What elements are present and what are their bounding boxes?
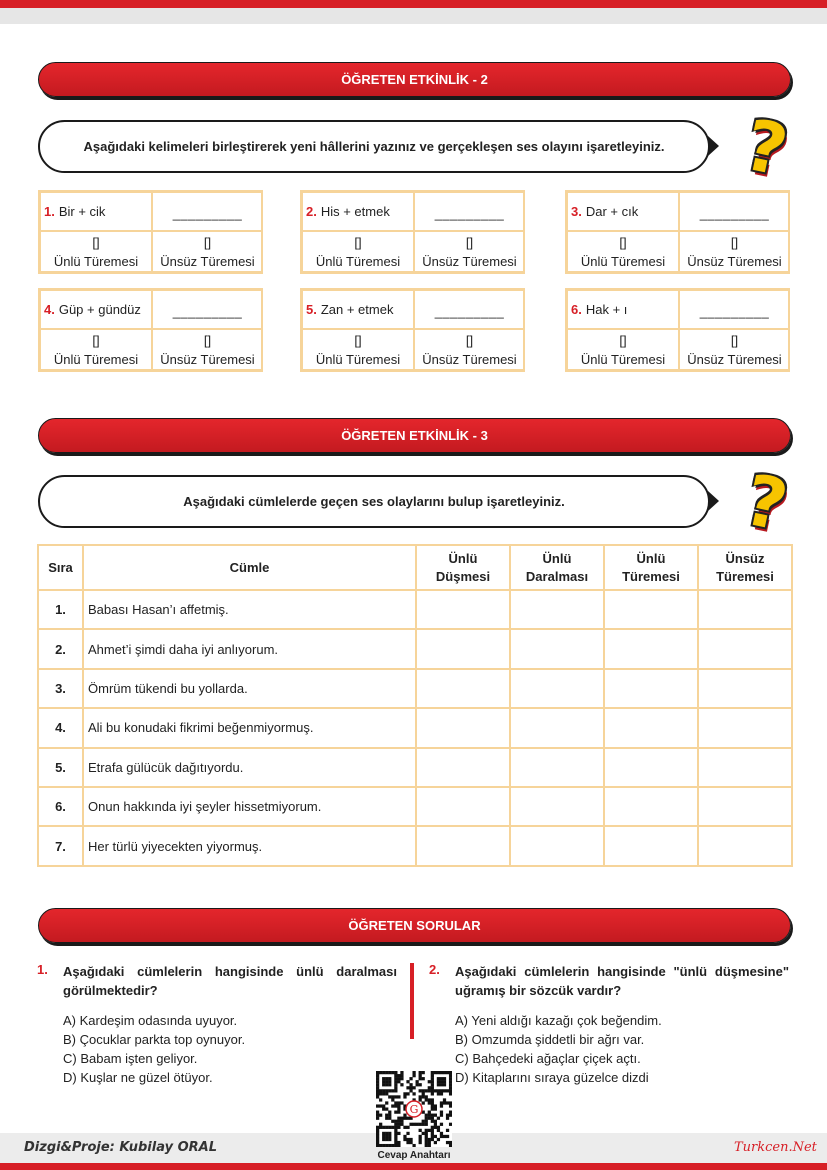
option-unlu-turemesi[interactable] <box>302 231 414 272</box>
option-label: Ünsüz Türemesi <box>422 351 517 367</box>
item-number: 3. <box>571 204 582 219</box>
checkbox[interactable]: [] <box>465 332 474 348</box>
option-label: Ünlü Türemesi <box>580 253 666 269</box>
bubble-arrow-icon <box>708 491 719 511</box>
mark-cell-unlu-dusmesi[interactable] <box>416 590 510 629</box>
checkbox[interactable]: [] <box>619 332 627 348</box>
row-sentence: Etrafa gülücük dağıtıyordu. <box>83 748 416 787</box>
question-number: 2. <box>429 962 440 977</box>
checkbox[interactable]: [] <box>354 234 362 250</box>
item-number: 2. <box>306 204 317 219</box>
word-expression: Zan + etmek <box>320 302 394 317</box>
question-1 <box>37 962 397 1087</box>
row-number: 4. <box>38 708 83 747</box>
option-unsuz-turemesi[interactable] <box>414 231 525 272</box>
word-box <box>565 190 790 274</box>
word-box <box>38 288 263 372</box>
option-unlu-turemesi[interactable] <box>567 329 679 370</box>
word-expression: Güp + gündüz <box>58 302 141 317</box>
mark-cell-unsuz-turemesi[interactable] <box>698 708 792 747</box>
option-d[interactable]: D) Kitaplarını sıraya güzelce dizdi <box>455 1070 649 1085</box>
mark-cell-unlu-turemesi[interactable] <box>604 590 698 629</box>
sorular-banner <box>38 908 791 943</box>
section3-instruction: Aşağıdaki cümlelerde geçen ses olaylarını bulup işaretleyiniz. <box>183 494 565 509</box>
header-unlu-dusmesi: Ünlü Düşmesi <box>416 545 510 590</box>
answer-blank[interactable]: _________ <box>414 192 525 231</box>
word-box <box>38 190 263 274</box>
word-expression: Dar + cık <box>585 204 639 219</box>
table-row <box>38 826 792 865</box>
mark-cell-unlu-daralmasi[interactable] <box>510 787 604 826</box>
option-a[interactable]: A) Kardeşim odasında uyuyor. <box>63 1013 238 1028</box>
row-sentence: Onun hakkında iyi şeyler hissetmiyorum. <box>83 787 416 826</box>
mark-cell-unsuz-turemesi[interactable] <box>698 748 792 787</box>
mark-cell-unlu-daralmasi[interactable] <box>510 826 604 865</box>
mark-cell-unsuz-turemesi[interactable] <box>698 669 792 708</box>
word-cell <box>567 290 679 329</box>
option-a[interactable]: A) Yeni aldığı kazağı çok beğendim. <box>455 1013 662 1028</box>
sound-events-table <box>37 544 793 867</box>
option-label: Ünlü Türemesi <box>580 351 666 367</box>
section3-title: ÖĞRETEN ETKİNLİK - 3 <box>341 428 488 443</box>
mark-cell-unlu-turemesi[interactable] <box>604 669 698 708</box>
mark-cell-unlu-turemesi[interactable] <box>604 748 698 787</box>
checkbox[interactable]: [] <box>354 332 362 348</box>
mark-cell-unlu-daralmasi[interactable] <box>510 629 604 668</box>
checkbox[interactable]: [] <box>619 234 627 250</box>
row-number: 7. <box>38 826 83 865</box>
item-number: 5. <box>306 302 317 317</box>
section2-instruction-bubble <box>38 120 710 173</box>
word-expression: Hak + ı <box>585 302 628 317</box>
row-number: 3. <box>38 669 83 708</box>
answer-blank[interactable]: _________ <box>679 192 790 231</box>
footer-accent-bar <box>0 1163 827 1170</box>
mark-cell-unlu-dusmesi[interactable] <box>416 826 510 865</box>
checkbox[interactable]: [] <box>730 332 739 348</box>
answer-options <box>429 1011 789 1087</box>
answer-blank[interactable]: _________ <box>679 290 790 329</box>
checkbox[interactable]: [] <box>465 234 474 250</box>
word-expression: Bir + cik <box>58 204 106 219</box>
question-text: Aşağıdaki cümlelerin hangisinde ünlü daralması görülmektedir? <box>63 964 397 998</box>
header-unlu-turemesi: Ünlü Türemesi <box>604 545 698 590</box>
word-box <box>565 288 790 372</box>
qr-center-logo: G <box>409 1103 419 1116</box>
mark-cell-unsuz-turemesi[interactable] <box>698 826 792 865</box>
footer-site-logo[interactable]: Turkcen.Net <box>734 1140 817 1155</box>
header-unsuz-turemesi: Ünsüz Türemesi <box>698 545 792 590</box>
row-number: 5. <box>38 748 83 787</box>
checkbox[interactable]: [] <box>730 234 739 250</box>
option-unlu-turemesi[interactable] <box>567 231 679 272</box>
mark-cell-unlu-dusmesi[interactable] <box>416 629 510 668</box>
question-mark-icon: ? <box>737 458 795 548</box>
mark-cell-unsuz-turemesi[interactable] <box>698 590 792 629</box>
mark-cell-unsuz-turemesi[interactable] <box>698 629 792 668</box>
section3-banner <box>38 418 791 453</box>
answer-options <box>37 1011 397 1087</box>
checkbox[interactable]: [] <box>203 234 212 250</box>
table-row <box>38 590 792 629</box>
option-c[interactable]: C) Babam işten geliyor. <box>63 1051 198 1066</box>
checkbox[interactable]: [] <box>92 332 100 348</box>
option-label: Ünlü Türemesi <box>53 351 139 367</box>
top-grey-band <box>0 8 827 24</box>
option-label: Ünsüz Türemesi <box>687 253 782 269</box>
mark-cell-unlu-dusmesi[interactable] <box>416 708 510 747</box>
option-b[interactable]: B) Omzumda şiddetli bir ağrı var. <box>455 1032 645 1047</box>
table-row <box>38 669 792 708</box>
header-sira: Sıra <box>38 545 83 590</box>
mark-cell-unlu-daralmasi[interactable] <box>510 748 604 787</box>
question-2 <box>429 962 789 1087</box>
option-unsuz-turemesi[interactable] <box>152 231 263 272</box>
header-cumle: Cümle <box>83 545 416 590</box>
item-number: 6. <box>571 302 582 317</box>
word-box <box>300 190 525 274</box>
option-unlu-turemesi[interactable] <box>302 329 414 370</box>
header-unlu-daralmasi: Ünlü Daralması <box>510 545 604 590</box>
word-cell <box>302 290 414 329</box>
section3-instruction-bubble <box>38 475 710 528</box>
row-number: 2. <box>38 629 83 668</box>
row-number: 6. <box>38 787 83 826</box>
table-row <box>38 708 792 747</box>
item-number: 4. <box>44 302 55 317</box>
option-unsuz-turemesi[interactable] <box>679 329 790 370</box>
question-divider <box>410 963 414 1039</box>
row-sentence: Babası Hasan’ı affetmiş. <box>83 590 416 629</box>
row-number: 1. <box>38 590 83 629</box>
option-label: Ünsüz Türemesi <box>160 351 255 367</box>
question-text: Aşağıdaki cümlelerin hangisinde "ünlü düşmesine" uğramış bir sözcük vardır? <box>455 964 789 998</box>
answer-blank[interactable]: _________ <box>152 290 263 329</box>
qr-label: Cevap Anahtarı <box>377 1150 451 1161</box>
answer-blank[interactable]: _________ <box>414 290 525 329</box>
question-number: 1. <box>37 962 48 977</box>
row-sentence: Her türlü yiyecekten yiyormuş. <box>83 826 416 865</box>
section2-instruction: Aşağıdaki kelimeleri birleştirerek yeni hâllerini yazınız ve gerçekleşen ses olayını işaretleyiniz. <box>83 139 665 154</box>
section2-title: ÖĞRETEN ETKİNLİK - 2 <box>341 72 488 87</box>
word-cell <box>302 192 414 231</box>
item-number: 1. <box>44 204 55 219</box>
mark-cell-unlu-daralmasi[interactable] <box>510 708 604 747</box>
mark-cell-unlu-daralmasi[interactable] <box>510 669 604 708</box>
mark-cell-unlu-turemesi[interactable] <box>604 826 698 865</box>
answer-blank[interactable]: _________ <box>152 192 263 231</box>
option-unlu-turemesi[interactable] <box>40 231 152 272</box>
row-sentence: Ahmet’i şimdi daha iyi anlıyorum. <box>83 629 416 668</box>
option-unsuz-turemesi[interactable] <box>414 329 525 370</box>
mark-cell-unsuz-turemesi[interactable] <box>698 787 792 826</box>
sorular-title: ÖĞRETEN SORULAR <box>348 918 481 933</box>
word-cell <box>40 290 152 329</box>
option-c[interactable]: C) Bahçedeki ağaçlar çiçek açtı. <box>455 1051 641 1066</box>
option-unsuz-turemesi[interactable] <box>679 231 790 272</box>
row-sentence: Ali bu konudaki fikrimi beğenmiyormuş. <box>83 708 416 747</box>
option-d[interactable]: D) Kuşlar ne güzel ötüyor. <box>63 1070 213 1085</box>
question-mark-icon: ? <box>737 103 795 193</box>
mark-cell-unlu-turemesi[interactable] <box>604 787 698 826</box>
qr-code-icon[interactable] <box>376 1071 452 1147</box>
bubble-arrow-icon <box>708 136 719 156</box>
mark-cell-unlu-turemesi[interactable] <box>604 708 698 747</box>
mark-cell-unlu-dusmesi[interactable] <box>416 748 510 787</box>
table-row <box>38 748 792 787</box>
row-sentence: Ömrüm tükendi bu yollarda. <box>83 669 416 708</box>
option-label: Ünlü Türemesi <box>315 351 401 367</box>
option-label: Ünsüz Türemesi <box>687 351 782 367</box>
option-label: Ünsüz Türemesi <box>422 253 517 269</box>
word-cell <box>567 192 679 231</box>
table-row <box>38 787 792 826</box>
mark-cell-unlu-dusmesi[interactable] <box>416 669 510 708</box>
mark-cell-unlu-daralmasi[interactable] <box>510 590 604 629</box>
checkbox[interactable]: [] <box>203 332 212 348</box>
option-unsuz-turemesi[interactable] <box>152 329 263 370</box>
option-label: Ünlü Türemesi <box>53 253 139 269</box>
table-header-row <box>38 545 792 590</box>
option-label: Ünsüz Türemesi <box>160 253 255 269</box>
section2-banner <box>38 62 791 97</box>
word-expression: His + etmek <box>320 204 390 219</box>
footer-credit: Dizgi&Proje: Kubilay ORAL <box>24 1140 217 1155</box>
word-box <box>300 288 525 372</box>
option-label: Ünlü Türemesi <box>315 253 401 269</box>
word-cell <box>40 192 152 231</box>
option-unlu-turemesi[interactable] <box>40 329 152 370</box>
mark-cell-unlu-dusmesi[interactable] <box>416 787 510 826</box>
mark-cell-unlu-turemesi[interactable] <box>604 629 698 668</box>
option-b[interactable]: B) Çocuklar parkta top oynuyor. <box>63 1032 246 1047</box>
top-accent-bar <box>0 0 827 8</box>
checkbox[interactable]: [] <box>92 234 100 250</box>
table-row <box>38 629 792 668</box>
